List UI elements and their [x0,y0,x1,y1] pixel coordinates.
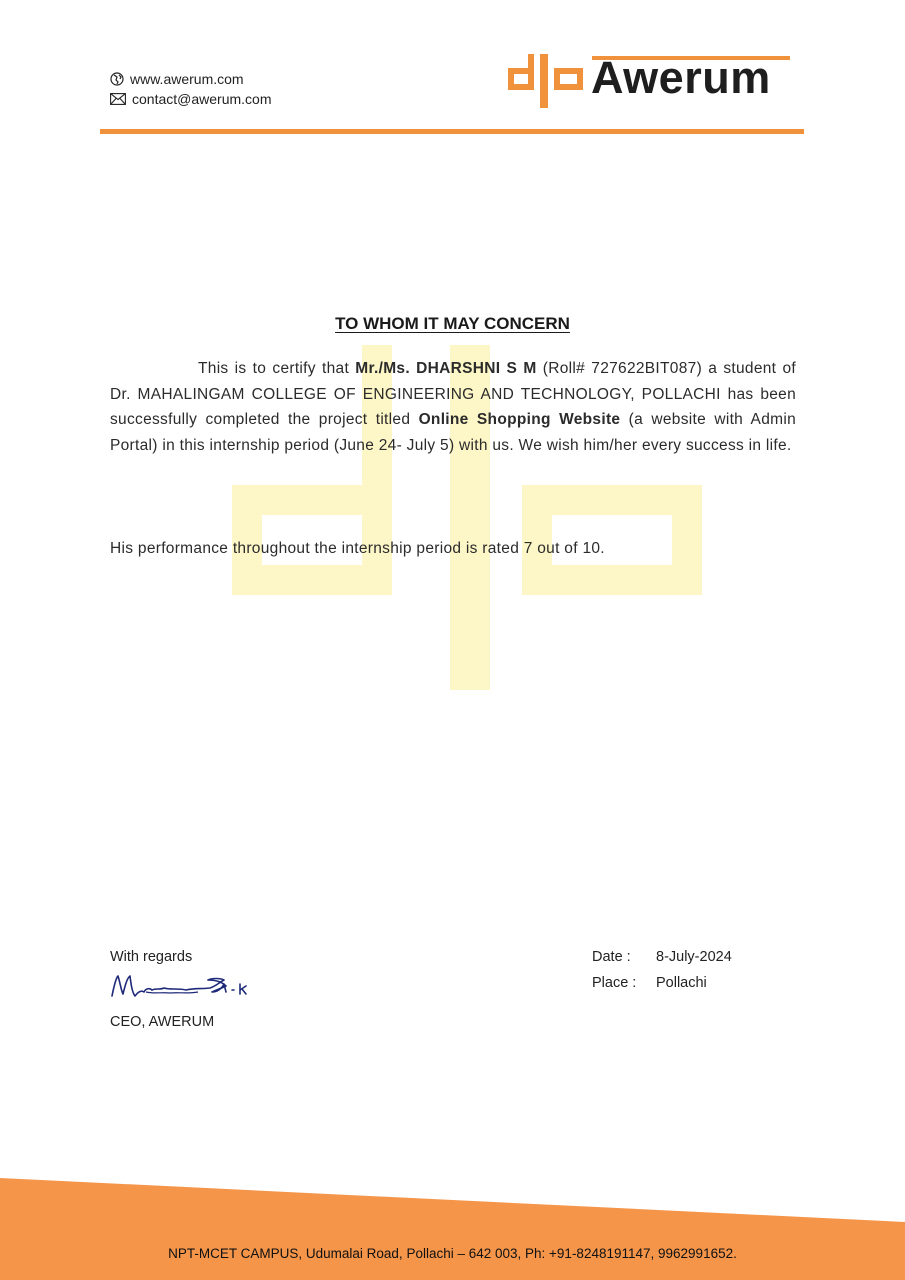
regards-text: With regards [110,949,193,965]
footer-address: NPT-MCET CAMPUS, Udumalai Road, Pollachi – 642 003, Ph: +91-8248191147, 9962991652. [168,1246,737,1261]
website-contact [110,71,244,87]
globe-icon [110,72,124,86]
para-text-2: (Roll# 727622BIT087) a student of Dr. MAHALINGAM COLLEGE OF ENGINEERING AND TECHNOLOGY, POLLACHI has been successfully completed the project titled [110,360,797,428]
handwritten-signature [108,966,268,1006]
place-value: Pollachi [656,975,707,991]
para-text-1: This is to certify that [198,360,356,377]
student-name: Mr./Ms. DHARSHNI S M [355,360,537,377]
performance-statement: His performance throughout the internship period is rated 7 out of 10. [110,540,605,557]
envelope-icon [110,93,126,105]
header-divider [100,129,804,134]
logo-wordmark: Awerum [591,52,771,103]
website-text[interactable]: www.awerum.com [130,71,244,87]
letter-title: TO WHOM IT MAY CONCERN [335,314,570,333]
date-label: Date : [592,949,631,965]
project-title: Online Shopping Website [418,411,621,428]
signatory-designation: CEO, AWERUM [110,1014,215,1030]
certificate-paragraph [110,356,796,458]
logo-mark-icon [508,54,583,108]
place-label: Place : [592,975,637,991]
email-contact [110,91,271,107]
date-value: 8-July-2024 [656,949,732,965]
email-text[interactable]: contact@awerum.com [132,91,272,107]
company-logo [508,52,793,108]
para-text-3: (a website with Admin Portal) in this internship period (June 24- July 5) with us. We wish him/her every success in life. [110,411,796,454]
